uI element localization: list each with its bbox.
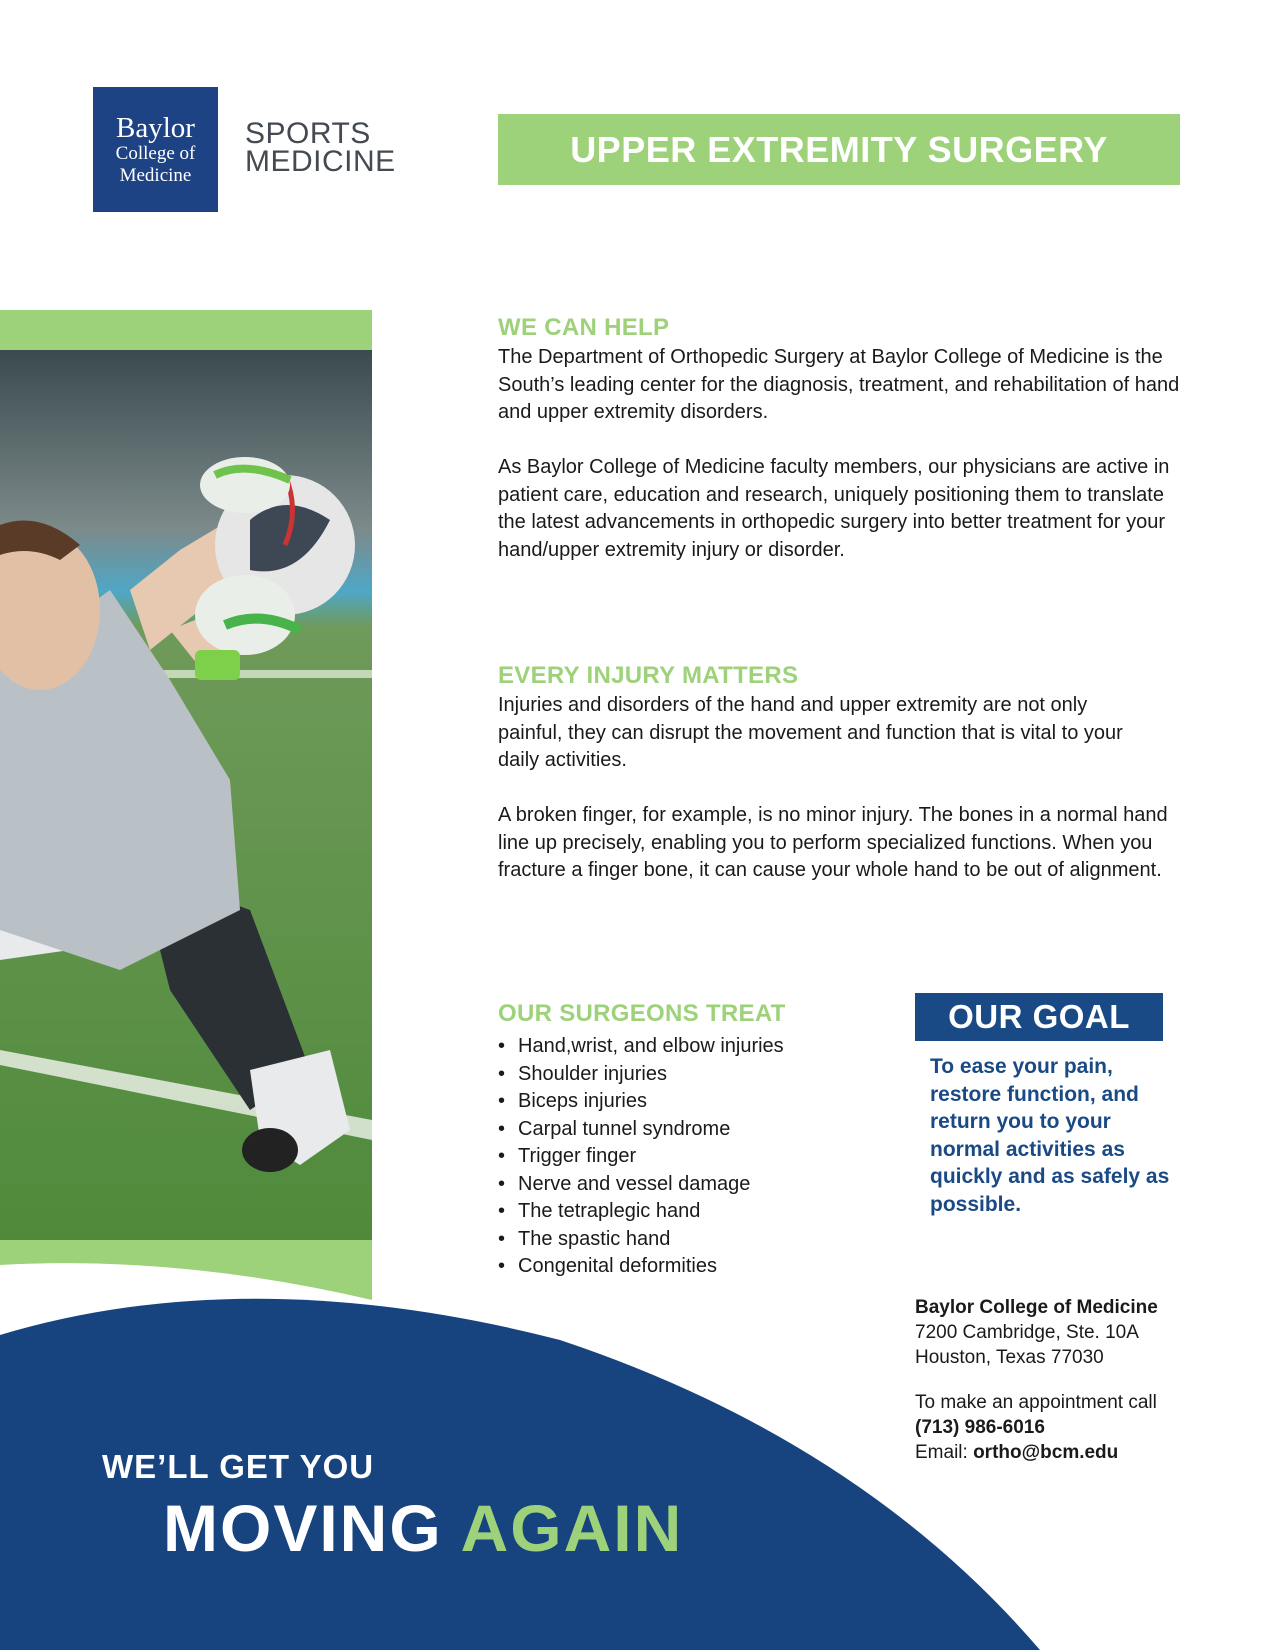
goal-title: OUR GOAL <box>915 993 1163 1041</box>
baylor-logo <box>93 87 218 212</box>
list-item: • Biceps injuries <box>498 1088 858 1116</box>
goal-text: To ease your pain, restore function, and return you to your normal activities as quickly and as safely as possible. <box>930 1055 1170 1216</box>
list-item: • Congenital deformities <box>498 1253 858 1281</box>
list-item: • The tetraplegic hand <box>498 1198 858 1226</box>
help-paragraph-1: The Department of Orthopedic Surgery at Baylor College of Medicine is the South’s leading center for the diagnosis, treatment, and rehabilitation of hand and upper extremity disorders. <box>498 346 1180 423</box>
department-line-1: SPORTS <box>245 117 371 150</box>
treatment-list <box>498 1033 858 1281</box>
logo-line-1: Baylor <box>116 111 195 144</box>
injury-paragraph-2: A broken finger, for example, is no minor injury. The bones in a normal hand line up precisely, enabling you to perform specialized functions. When you fracture a finger bone, it can cause your whole hand to be out of alignment. <box>498 804 1168 881</box>
contact-address-2: Houston, Texas 77030 <box>915 1347 1104 1368</box>
green-bar-top <box>0 310 372 350</box>
tagline-line-1: WE’LL GET YOU <box>102 1448 375 1485</box>
department-name <box>245 117 396 178</box>
contact-address-1: 7200 Cambridge, Ste. 10A <box>915 1322 1139 1343</box>
logo-line-3: Medicine <box>119 164 192 186</box>
department-line-2: MEDICINE <box>245 145 396 178</box>
list-item: • The spastic hand <box>498 1226 858 1254</box>
help-paragraph-2: As Baylor College of Medicine faculty members, our physicians are active in patient care, education and research, uniquely positioning them to translate the latest advancements in orthopedic surgery into better treatment for your hand/upper extremity injury or disorder. <box>498 456 1170 561</box>
tagline-moving: MOVING <box>163 1491 443 1565</box>
tagline-again: AGAIN <box>460 1491 684 1565</box>
list-item: • Hand,wrist, and elbow injuries <box>498 1033 858 1061</box>
list-item: • Trigger finger <box>498 1143 858 1171</box>
email-label: Email: <box>915 1442 968 1463</box>
email-link[interactable]: ortho@bcm.edu <box>973 1442 1119 1463</box>
heading-every-injury-matters: EVERY INJURY MATTERS <box>498 662 799 689</box>
contact-block <box>915 1295 1245 1465</box>
phone-number[interactable]: (713) 986-6016 <box>915 1417 1045 1438</box>
appointment-label: To make an appointment call <box>915 1392 1157 1413</box>
list-item: • Shoulder injuries <box>498 1061 858 1089</box>
contact-name: Baylor College of Medicine <box>915 1297 1158 1318</box>
goalkeeper-illustration <box>0 350 372 1245</box>
list-item: • Nerve and vessel damage <box>498 1171 858 1199</box>
logo-line-2: College of <box>115 142 196 164</box>
goalkeeper-photo <box>0 350 372 1245</box>
tagline-line-2 <box>163 1490 683 1566</box>
heading-our-surgeons-treat: OUR SURGEONS TREAT <box>498 1000 786 1027</box>
title-banner: UPPER EXTREMITY SURGERY <box>498 114 1180 185</box>
list-item: • Carpal tunnel syndrome <box>498 1116 858 1144</box>
heading-we-can-help: WE CAN HELP <box>498 314 670 341</box>
injury-paragraph-1: Injuries and disorders of the hand and upper extremity are not only painful, they can disrupt the movement and function that is vital to your daily activities. <box>498 694 1123 771</box>
